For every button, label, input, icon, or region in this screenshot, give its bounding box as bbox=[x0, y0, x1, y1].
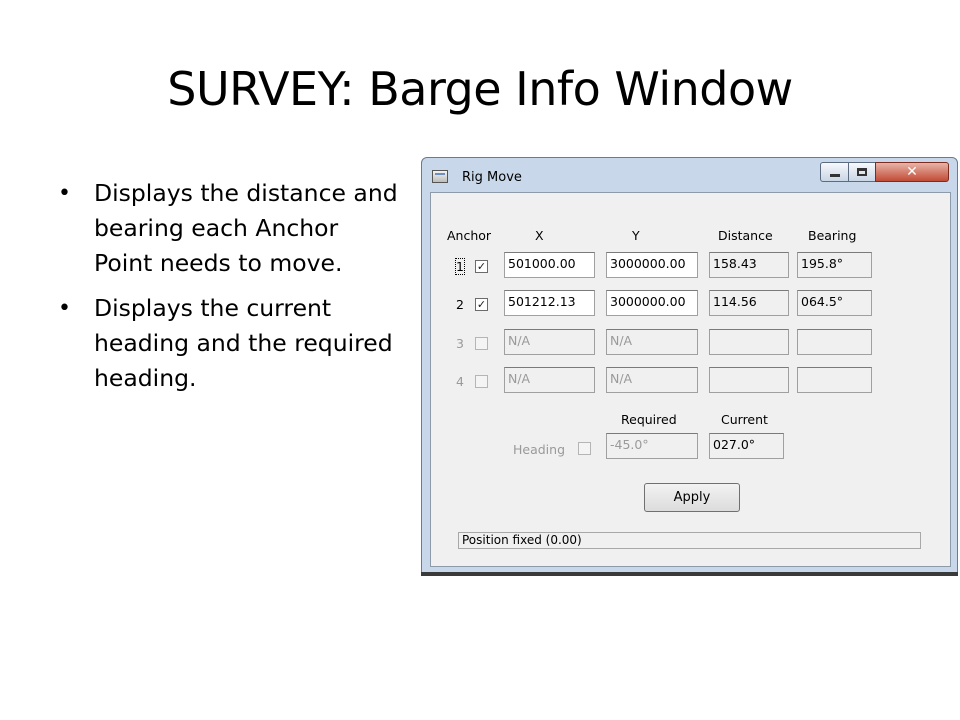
anchor-3-distance-field bbox=[709, 329, 789, 355]
anchor-3-bearing-field bbox=[797, 329, 872, 355]
bullet-icon: • bbox=[58, 296, 71, 321]
bullet-text: Displays the current heading and the required heading. bbox=[94, 294, 393, 392]
close-icon: ✕ bbox=[906, 164, 918, 180]
anchor-1-bearing-field: 195.8° bbox=[797, 252, 872, 278]
bullet-text: Displays the distance and bearing each Anchor Point needs to move. bbox=[94, 179, 398, 277]
required-label: Required bbox=[621, 412, 677, 427]
anchor-number: 1 bbox=[456, 259, 464, 274]
anchor-3-x-field: N/A bbox=[504, 329, 595, 355]
apply-button[interactable]: Apply bbox=[644, 483, 740, 512]
heading-label: Heading bbox=[513, 442, 566, 457]
anchor-4-bearing-field bbox=[797, 367, 872, 393]
anchor-number: 3 bbox=[456, 336, 464, 351]
anchor-2-checkbox[interactable]: ✓ bbox=[476, 298, 487, 311]
anchor-2-bearing-field: 064.5° bbox=[797, 290, 872, 316]
anchor-2-x-field[interactable]: 501212.13 bbox=[504, 290, 595, 316]
anchor-number: 4 bbox=[456, 374, 464, 389]
bullet-icon: • bbox=[58, 181, 71, 206]
app-window-icon[interactable] bbox=[432, 170, 448, 183]
column-header-anchor: Anchor bbox=[447, 228, 492, 243]
rig-move-window bbox=[421, 157, 958, 576]
anchor-1-x-field[interactable]: 501000.00 bbox=[504, 252, 595, 278]
bullet-list bbox=[58, 176, 398, 406]
heading-checkbox[interactable] bbox=[578, 442, 591, 455]
dialog-body bbox=[430, 192, 951, 567]
anchor-4-y-field: N/A bbox=[606, 367, 698, 393]
anchor-4-x-field: N/A bbox=[504, 367, 595, 393]
anchor-number: 2 bbox=[456, 297, 464, 312]
required-heading-field: -45.0° bbox=[606, 433, 698, 459]
anchor-3-y-field: N/A bbox=[606, 329, 698, 355]
anchor-3-checkbox[interactable] bbox=[475, 337, 488, 350]
bullet-item bbox=[58, 176, 398, 281]
anchor-4-distance-field bbox=[709, 367, 789, 393]
bullet-item bbox=[58, 291, 398, 396]
minimize-icon bbox=[830, 174, 840, 177]
maximize-button[interactable] bbox=[848, 162, 876, 182]
slide-title: SURVEY: Barge Info Window bbox=[167, 62, 793, 116]
window-title: Rig Move bbox=[462, 170, 522, 185]
column-header-bearing: Bearing bbox=[808, 228, 857, 243]
anchor-1-y-field[interactable]: 3000000.00 bbox=[606, 252, 698, 278]
anchor-2-y-field[interactable]: 3000000.00 bbox=[606, 290, 698, 316]
anchor-2-distance-field: 114.56 bbox=[709, 290, 789, 316]
close-button[interactable] bbox=[875, 162, 949, 182]
title-bar[interactable] bbox=[422, 158, 957, 192]
column-header-x: X bbox=[535, 228, 544, 243]
anchor-1-distance-field: 158.43 bbox=[709, 252, 789, 278]
anchor-4-checkbox[interactable] bbox=[475, 375, 488, 388]
current-label: Current bbox=[721, 412, 768, 427]
anchor-1-checkbox[interactable]: ✓ bbox=[476, 260, 487, 273]
column-header-distance: Distance bbox=[718, 228, 773, 243]
column-header-y: Y bbox=[632, 228, 640, 243]
current-heading-field: 027.0° bbox=[709, 433, 784, 459]
status-bar: Position fixed (0.00) bbox=[458, 532, 921, 549]
maximize-icon bbox=[857, 168, 867, 176]
minimize-button[interactable] bbox=[820, 162, 849, 182]
